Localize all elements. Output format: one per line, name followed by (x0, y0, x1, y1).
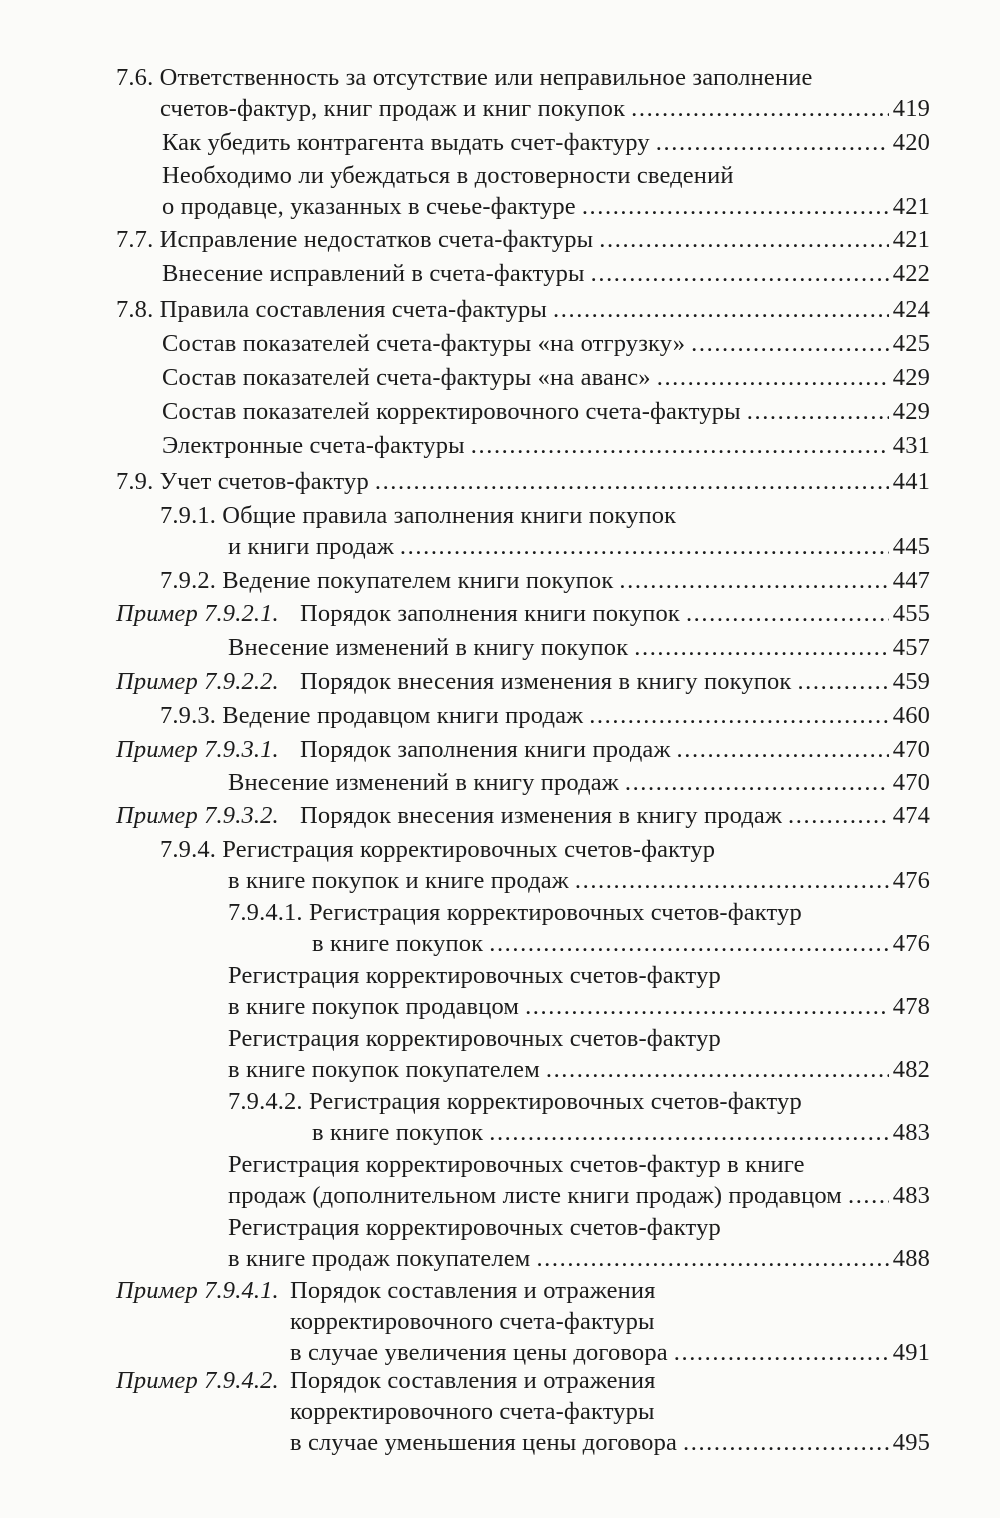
toc-entry-line (116, 224, 930, 256)
dot-leader (625, 767, 889, 799)
dot-leader (686, 598, 889, 630)
page-number: 476 (892, 867, 930, 894)
dot-leader (589, 700, 889, 732)
toc-entry-line (228, 865, 930, 897)
toc-entry-line (116, 666, 930, 698)
dot-leader (525, 991, 889, 1023)
toc-entry-line (228, 1212, 721, 1244)
toc-entry-line (162, 362, 930, 394)
page-number: 474 (892, 802, 930, 829)
toc-entry-text: Состав показателей корректировочного счета-фактуры (162, 398, 741, 425)
page-number: 459 (892, 668, 930, 695)
example-label: Пример 7.9.3.1. (116, 736, 279, 763)
page-number: 483 (892, 1119, 930, 1146)
dot-leader (489, 1117, 889, 1149)
page-number: 429 (892, 398, 930, 425)
toc-entry-line (228, 1054, 930, 1086)
toc-entry-line (228, 1180, 930, 1212)
page-number: 495 (892, 1429, 930, 1456)
toc-entry-line (116, 1365, 656, 1397)
toc-entry-text: Порядок внесения изменения в книгу продаж (300, 802, 783, 829)
dot-leader (546, 1054, 889, 1086)
toc-entry-line (162, 127, 930, 159)
toc-entry-text: 7.8. Правила составления счета-фактуры (116, 296, 548, 323)
page-number: 429 (892, 364, 930, 391)
toc-entry-line (228, 632, 930, 664)
toc-entry-text: 7.9.3. Ведение продавцом книги продаж (160, 702, 584, 729)
dot-leader (788, 800, 889, 832)
toc-entry-line (162, 430, 930, 462)
toc-entry-line (116, 294, 930, 326)
toc-entry-line (290, 1427, 930, 1459)
toc-entry-line (162, 160, 734, 192)
toc-entry-text: Как убедить контрагента выдать счет-фактуру (162, 129, 650, 156)
page-number: 482 (892, 1056, 930, 1083)
dot-leader (677, 734, 889, 766)
toc-entry-text: счетов-фактур, книг продаж и книг покупок (160, 95, 626, 122)
toc-entry-line (312, 1117, 930, 1149)
toc-entry-text: Состав показателей счета-фактуры «на аванс» (162, 364, 651, 391)
toc-entry-line (228, 1086, 802, 1118)
dot-leader (747, 396, 889, 428)
toc-entry-text: Порядок заполнения книги покупок (300, 600, 680, 627)
toc-entry-line (312, 928, 930, 960)
toc-entry-text: Необходимо ли убеждаться в достоверности сведений (162, 162, 734, 189)
toc-entry-line (228, 1243, 930, 1275)
toc-entry-text: в случае увеличения цены договора (290, 1339, 668, 1366)
toc-entry-text: Регистрация корректировочных счетов-фактур (228, 1025, 721, 1052)
toc-entry-text: Регистрация корректировочных счетов-фактур (228, 1214, 721, 1241)
dot-leader (691, 328, 889, 360)
toc-entry-text: о продавце, указанных в счеье-фактуре (162, 193, 576, 220)
toc-entry-text: в книге покупок и книге продаж (228, 867, 569, 894)
toc-entry-text: Регистрация корректировочных счетов-фактур (228, 962, 721, 989)
dot-leader (375, 466, 889, 498)
dot-leader (553, 294, 889, 326)
toc-entry-text: 7.9. Учет счетов-фактур (116, 468, 369, 495)
toc-entry-text: корректировочного счета-фактуры (290, 1398, 655, 1425)
dot-leader (619, 565, 888, 597)
page-number: 425 (892, 330, 930, 357)
page-number: 455 (892, 600, 930, 627)
dot-leader (400, 531, 889, 563)
toc-entry-text: Регистрация корректировочных счетов-фактур в книге (228, 1151, 805, 1178)
page-number: 441 (892, 468, 930, 495)
toc-entry-line (162, 191, 930, 223)
toc-entry-text: 7.9.4. Регистрация корректировочных счетов-фактур (160, 836, 716, 863)
toc-entry-line (116, 734, 930, 766)
toc-entry-text: Порядок составления и отражения (290, 1277, 656, 1304)
toc-entry-line (228, 960, 721, 992)
example-label: Пример 7.9.4.2. (116, 1367, 279, 1394)
page-number: 431 (892, 432, 930, 459)
toc-entry-text: Внесение изменений в книгу продаж (228, 769, 619, 796)
toc-entry-text: Порядок внесения изменения в книгу покупок (300, 668, 792, 695)
dot-leader (674, 1337, 889, 1369)
page-number: 460 (892, 702, 930, 729)
page-number: 470 (892, 736, 930, 763)
toc-entry-text: Порядок заполнения книги продаж (300, 736, 671, 763)
dot-leader (631, 93, 889, 125)
toc-entry-line (160, 700, 930, 732)
toc-entry-text: Состав показателей счета-фактуры «на отгрузку» (162, 330, 686, 357)
toc-entry-line (160, 500, 676, 532)
toc-entry-line (160, 565, 930, 597)
toc-entry-text: Порядок составления и отражения (290, 1367, 656, 1394)
toc-entry-line (162, 328, 930, 360)
page-number: 491 (892, 1339, 930, 1366)
page-number: 420 (892, 129, 930, 156)
page-number: 476 (892, 930, 930, 957)
toc-entry-line (228, 531, 930, 563)
toc-entry-line (116, 598, 930, 630)
toc-entry-line (162, 258, 930, 290)
toc-entry-text: Внесение исправлений в счета-фактуры (162, 260, 585, 287)
toc-entry-text: и книги продаж (228, 533, 394, 560)
toc-entry-line (162, 396, 930, 428)
toc-entry-text: Электронные счета-фактуры (162, 432, 465, 459)
toc-entry-text: в книге покупок (312, 930, 484, 957)
toc-entry-text: в книге покупок покупателем (228, 1056, 540, 1083)
toc-entry-text: в случае уменьшения цены договора (290, 1429, 677, 1456)
dot-leader (656, 127, 889, 159)
toc-entry-text: 7.9.2. Ведение покупателем книги покупок (160, 567, 614, 594)
toc-entry-line (228, 767, 930, 799)
page-number: 424 (892, 296, 930, 323)
page-number: 421 (892, 226, 930, 253)
toc-entry-text: 7.7. Исправление недостатков счета-фактуры (116, 226, 594, 253)
page-number: 457 (892, 634, 930, 661)
page-number: 422 (892, 260, 930, 287)
toc-entry-line (290, 1396, 655, 1428)
dot-leader (797, 666, 888, 698)
page-number: 421 (892, 193, 930, 220)
toc-entry-line (228, 897, 802, 929)
page-number: 419 (892, 95, 930, 122)
dot-leader (489, 928, 889, 960)
toc-entry-text: продаж (дополнительном листе книги продаж) продавцом (228, 1182, 842, 1209)
toc-entry-line (160, 834, 715, 866)
toc-entry-text: в книге покупок продавцом (228, 993, 520, 1020)
toc-entry-line (228, 1023, 721, 1055)
toc-entry-line (116, 800, 930, 832)
toc-entry-text: 7.9.4.2. Регистрация корректировочных счетов-фактур (228, 1088, 802, 1115)
toc-entry-line (116, 1275, 656, 1307)
toc-entry-text: 7.6. Ответственность за отсутствие или неправильное заполнение (116, 64, 813, 91)
example-label: Пример 7.9.3.2. (116, 802, 279, 829)
dot-leader (471, 430, 889, 462)
dot-leader (657, 362, 889, 394)
toc-entry-line (228, 1149, 805, 1181)
dot-leader (591, 258, 889, 290)
dot-leader (848, 1180, 889, 1212)
toc-entry-line (116, 466, 930, 498)
example-label: Пример 7.9.2.2. (116, 668, 279, 695)
toc-entry-line (116, 62, 813, 94)
toc-entry-text: в книге продаж покупателем (228, 1245, 531, 1272)
example-label: Пример 7.9.4.1. (116, 1277, 279, 1304)
page-number: 447 (892, 567, 930, 594)
toc-entry-text: 7.9.4.1. Регистрация корректировочных счетов-фактур (228, 899, 802, 926)
toc-entry-text: Внесение изменений в книгу покупок (228, 634, 629, 661)
page-number: 445 (892, 533, 930, 560)
toc-entry-line (228, 991, 930, 1023)
toc-entry-text: корректировочного счета-фактуры (290, 1308, 655, 1335)
dot-leader (582, 191, 889, 223)
page-number: 478 (892, 993, 930, 1020)
toc-entry-text: в книге покупок (312, 1119, 484, 1146)
page-number: 488 (892, 1245, 930, 1272)
toc-entry-line (290, 1306, 655, 1338)
dot-leader (683, 1427, 889, 1459)
example-label: Пример 7.9.2.1. (116, 600, 279, 627)
dot-leader (599, 224, 889, 256)
page-number: 470 (892, 769, 930, 796)
page-number: 483 (892, 1182, 930, 1209)
dot-leader (575, 865, 889, 897)
toc-entry-text: 7.9.1. Общие правила заполнения книги покупок (160, 502, 677, 529)
toc-entry-line (160, 93, 930, 125)
dot-leader (634, 632, 889, 664)
dot-leader (536, 1243, 888, 1275)
